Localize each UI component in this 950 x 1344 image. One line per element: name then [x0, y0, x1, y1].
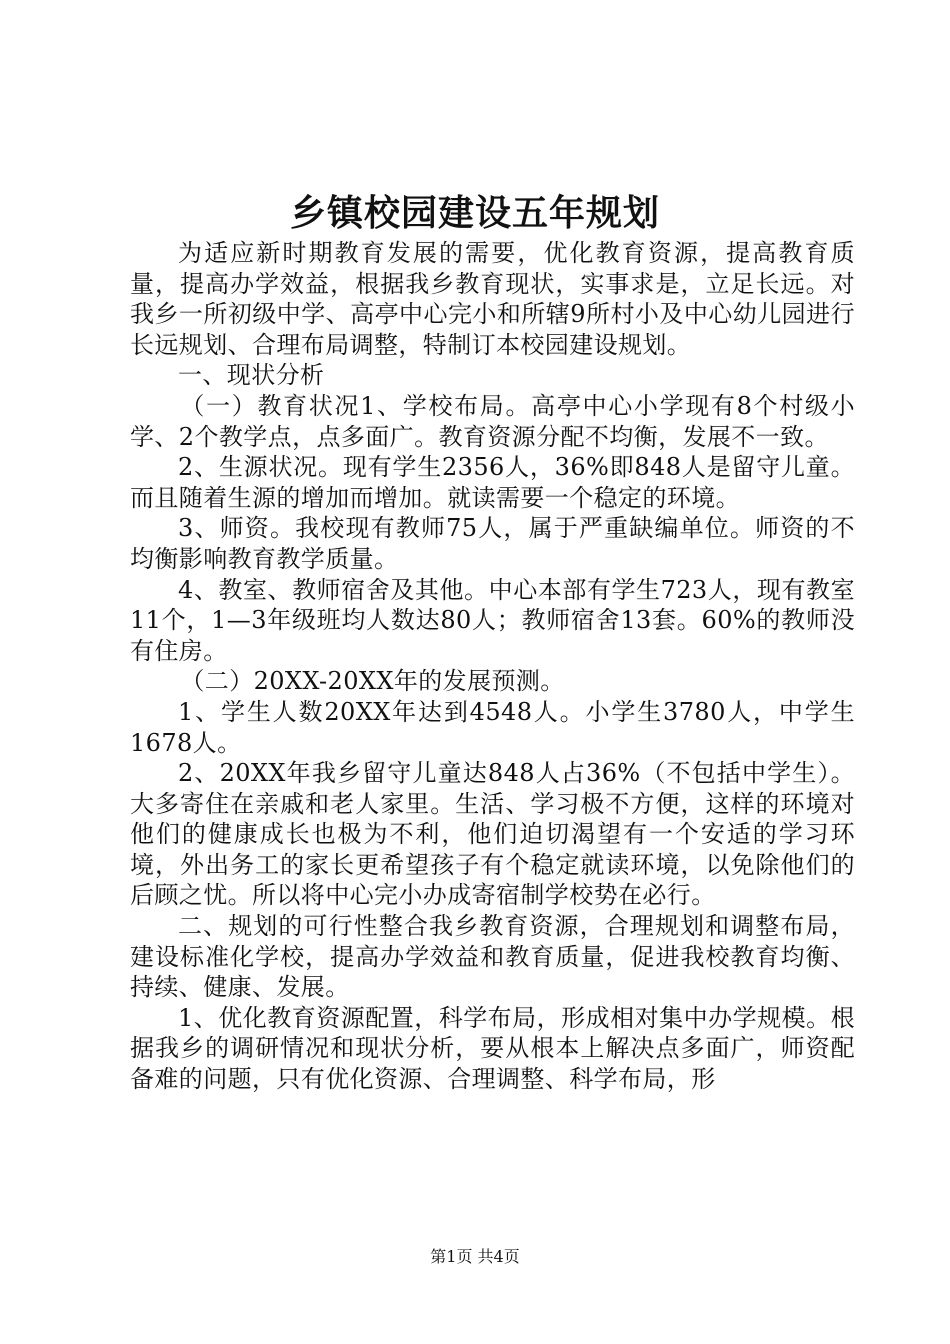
paragraph-student-source: 2、生源状况。现有学生2356人，36%即848人是留守儿童。而且随着生源的增加而增加。就读需要一个稳定的环境。: [130, 453, 855, 512]
document-title: 乡镇校园建设五年规划: [289, 192, 660, 234]
paragraph-left-behind-children: 2、20XX年我乡留守儿童达848人占36%（不包括中学生）。大多寄住在亲戚和老人家里。生活、学习极不方便，这样的环境对他们的健康成长也极为不利，他们迫切渴望有一个安适的学习环境，外出务工的家长更希望孩子有个稳定就读环境，以免除他们的后顾之忧。所以将中心完小办成寄宿制学校势在必行。: [130, 759, 855, 910]
heading-section-1: 一、现状分析: [178, 361, 325, 390]
heading-forecast: （二）20XX-20XX年的发展预测。: [180, 667, 565, 696]
paragraph-feasibility: 二、规划的可行性整合我乡教育资源，合理规划和调整布局，建设标准化学校，提高办学效益和教育质量，促进我校教育均衡、持续、健康、发展。: [130, 912, 855, 1002]
paragraph-optimize-resources: 1、优化教育资源配置，科学布局，形成相对集中办学规模。根据我乡的调研情况和现状分析，要从根本上解决点多面广，师资配备难的问题，只有优化资源、合理调整、科学布局，形: [130, 1003, 855, 1094]
paragraph-classrooms: 4、教室、教师宿舍及其他。中心本部有学生723人，现有教室11个，1—3年级班均人数达80人；教师宿舍13套。60%的教师没有住房。: [130, 575, 855, 665]
paragraph-forecast-students: 1、学生人数20XX年达到4548人。小学生3780人，中学生1678人。: [130, 697, 855, 757]
document-body: [130, 238, 855, 1095]
paragraph-intro: 为适应新时期教育发展的需要，优化教育资源，提高教育质量，提高办学效益，根据我乡教育现状，实事求是，立足长远。对我乡一所初级中学、高亭中心完小和所辖9所村小及中心幼儿园进行长远规划、合理布局调整，特制订本校园建设规划。: [130, 239, 855, 359]
page-number: 第1页 共4页: [430, 1247, 520, 1266]
paragraph-teachers: 3、师资。我校现有教师75人，属于严重缺编单位。师资的不均衡影响教育教学质量。: [130, 514, 855, 573]
paragraph-education-status: （一）教育状况1、学校布局。高亭中心小学现有8个村级小学、2个教学点，点多面广。教育资源分配不均衡，发展不一致。: [130, 391, 855, 451]
